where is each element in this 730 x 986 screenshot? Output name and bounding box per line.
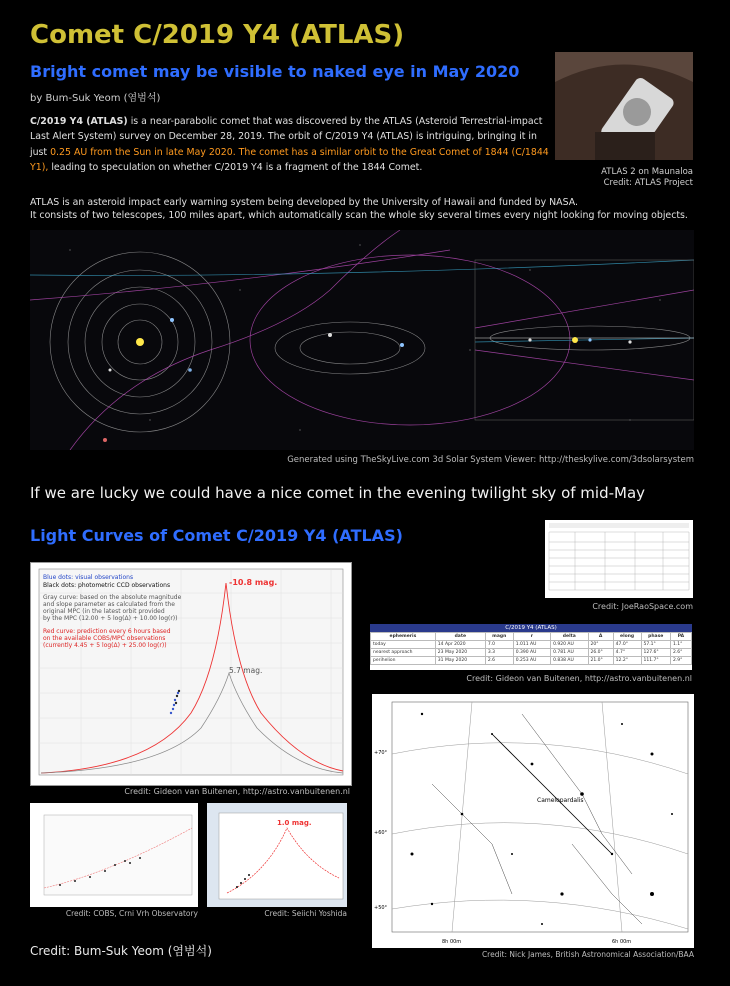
ephemeris-header-cell: delta [551,633,588,641]
table-cell: today [371,641,436,649]
table-cell: 2.6 [485,657,513,665]
dec-label-70: +70° [374,750,388,756]
ephemeris-header-cell: phase [641,633,670,641]
dec-label-50: +50° [374,905,388,911]
table-cell: 57.1° [641,641,670,649]
ephemeris-header-cell: ephemeris [371,633,436,641]
table-cell: 2.6° [670,649,691,657]
table-cell: 21.0° [588,657,613,665]
ephemeris-table-grid [370,632,692,665]
lc-legend-4: and slope parameter as calculated from the [43,601,175,608]
yoshida-peak-label: 1.0 mag. [277,819,312,827]
comet-name: C/2019 Y4 (ATLAS) [30,116,128,127]
lc-main-caption: Credit: Gideon van Buitenen, http://astro.vanbuitenen.nl [124,787,350,796]
ephemeris-header-cell: PA [670,633,691,641]
table-cell: 23 May 2020 [435,649,485,657]
ephemeris-header-cell: elong [613,633,641,641]
cobs-chart-svg [30,803,198,907]
table-cell: 0.781 AU [551,649,588,657]
ephemeris-header-cell: r [513,633,550,641]
yoshida-chart-svg [207,803,347,907]
table-cell: 47.0° [613,641,641,649]
table-cell: 0.920 AU [551,641,588,649]
table-cell: 0.390 AU [513,649,550,657]
photo-caption-line: ATLAS 2 on Maunaloa [601,167,693,177]
photo-caption [555,167,693,189]
atlas-desc-line-1: ATLAS is an asteroid impact early warning system being developed by the University of Hawaii and funded by NASA. [30,197,578,208]
light-curves-heading: Light Curves of Comet C/2019 Y4 (ATLAS) [30,526,403,545]
yoshida-caption: Credit: Seiichi Yoshida [264,909,347,918]
intro-text-2: leading to speculation on whether C/2019 Y4 is a fragment of the 1844 Comet. [48,162,423,174]
page-title: Comet C/2019 Y4 (ATLAS) [30,20,405,50]
ephemeris-table [370,624,692,670]
intro-paragraph [30,114,550,176]
table-row [371,641,692,649]
lc-legend-3: Gray curve: based on the absolute magnitude [43,594,182,601]
table-row [371,657,692,665]
dec-label-60: +60° [374,830,388,836]
lc-legend-2: Black dots: photometric CCD observations [43,582,171,589]
table-cell: 2.9° [670,657,691,665]
table-cell: 12.2° [613,657,641,665]
atlas-desc-line-2: It consists of two telescopes, 100 miles apart, which automatically scan the whole sky several times every night looking for moving objects. [30,210,688,221]
yoshida-chart [207,803,347,907]
page-credit: Credit: Bum-Suk Yeom (염범석) [30,944,212,958]
constellation-label: Camelopardalis [537,797,584,804]
lc-peak-gray: 5.7 mag. [229,666,263,675]
ra-label-8h: 8h 00m [442,939,462,945]
starmap-caption: Credit: Nick James, British Astronomical Association/BAA [481,950,694,959]
lc-peak-red: -10.8 mag. [229,578,278,587]
atlas-telescope-photo [555,52,693,160]
lc-legend-5: original MPC (in the latest orbit provided [43,608,165,615]
table-cell: 4.7° [613,649,641,657]
intro-text-1: is a near-parabolic comet that was discovered by the ATLAS (Asteroid Terrestrial-impact Last Alert System) survey on December 28, 2019. The orbit of C/2019 Y4 (ATLAS) is intriguing, bringing it in just [30,116,543,158]
tbl1-caption: Credit: JoeRaoSpace.com [592,602,693,611]
solar-caption: Generated using TheSkyLive.com 3d Solar System Viewer: http://theskylive.com/3dsolarsystem [287,455,694,465]
table-cell: 0.838 AU [551,657,588,665]
comet-table-small [545,520,693,598]
light-curve-svg [31,563,351,785]
ephemeris-table-title: C/2019 Y4 (ATLAS) [370,624,692,632]
photo-caption-credit: Credit: ATLAS Project [603,178,693,188]
table-cell: nearest approach [371,649,436,657]
lc-legend-8: on the available COBS/MPC observations [43,635,166,642]
table-cell: 127.6° [641,649,670,657]
cobs-chart [30,803,198,907]
lc-legend-7: Red curve: prediction every 6 hours based [43,628,171,635]
byline: by Bum-Suk Yeom (염범석) [30,93,161,104]
telescope-illustration [555,52,693,160]
table-cell: 7.0 [485,641,513,649]
ephemeris-header-cell: magn [485,633,513,641]
small-table-illustration [545,520,693,598]
tbl2-caption: Credit: Gideon van Buitenen, http://astro.vanbuitenen.nl [466,674,692,683]
solar-system-view [30,230,694,450]
table-cell: 0.253 AU [513,657,550,665]
ra-label-6h: 6h 00m [612,939,632,945]
star-map [372,694,694,948]
table-cell: 20° [588,641,613,649]
table-cell: 1.011 AU [513,641,550,649]
intro-highlight: 0.25 AU from the Sun in late May 2020. The comet has a similar orbit to the Great Comet of 1844 (C/1844 Y1), [30,146,549,174]
table-cell: 31 May 2020 [435,657,485,665]
ephemeris-header-row [371,633,692,641]
star-map-svg [372,694,694,948]
table-cell: 14 Apr 2020 [435,641,485,649]
cobs-caption: Credit: COBS, Crni Vrh Observatory [65,909,198,918]
table-row [371,649,692,657]
subtitle: Bright comet may be visible to naked eye in May 2020 [30,62,520,81]
lc-legend-9: (currently 4.45 + 5 log(Δ) + 25.00 log(r)) [43,642,167,649]
orbit-diagram [30,230,694,450]
atlas-description [30,196,710,222]
table-cell: 3.3 [485,649,513,657]
light-curve-main-chart [30,562,352,786]
table-cell: perihelion [371,657,436,665]
ephemeris-header-cell: Δ [588,633,613,641]
lucky-statement: If we are lucky we could have a nice comet in the evening twilight sky of mid-May [30,484,646,502]
ephemeris-header-cell: date [435,633,485,641]
table-cell: 111.7° [641,657,670,665]
lc-legend-1: Blue dots: visual observations [43,574,134,581]
table-cell: 26.0° [588,649,613,657]
lc-legend-6: by the MPC (12.00 + 5 log(Δ) + 10.00 log(r)) [43,615,178,622]
table-cell: 1.1° [670,641,691,649]
